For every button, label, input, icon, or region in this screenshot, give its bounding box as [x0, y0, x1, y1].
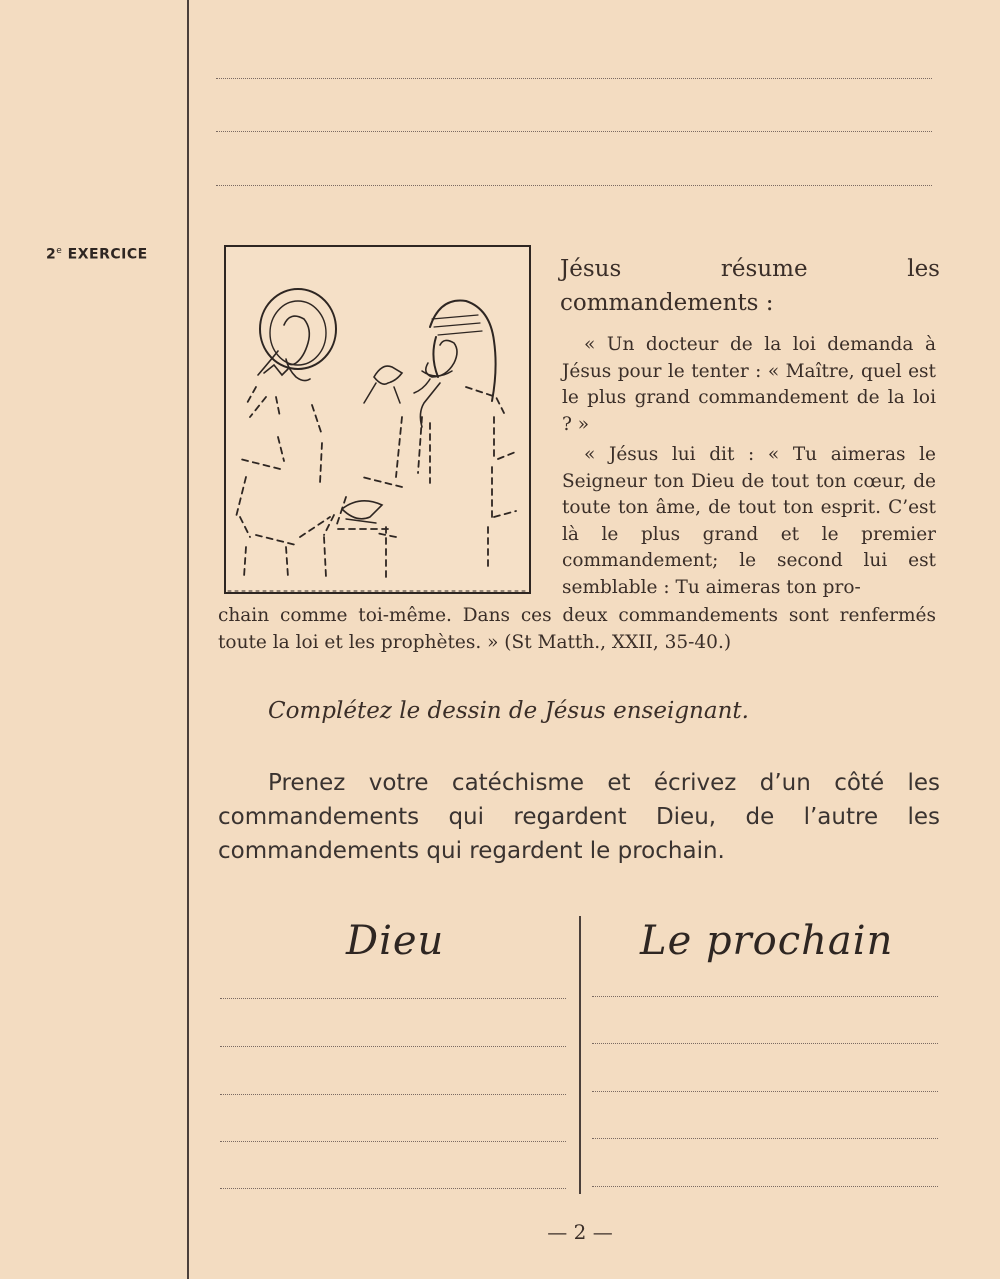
writing-line[interactable]	[216, 78, 932, 79]
writing-instruction: Prenez votre catéchisme et écrivez d’un côté les commandements qui regardent Dieu, de l’autre les commandements qui regardent le prochain.	[218, 770, 940, 864]
prochain-writing-line[interactable]	[592, 1186, 938, 1187]
writing-line[interactable]	[216, 185, 932, 186]
column-title-prochain: Le prochain	[640, 918, 894, 964]
prochain-writing-line[interactable]	[592, 1138, 938, 1139]
column-divider	[579, 916, 581, 1194]
exercise-word: EXERCICE	[67, 246, 148, 263]
dieu-writing-line[interactable]	[220, 1046, 566, 1047]
jesus-teaching-illustration-icon[interactable]	[226, 247, 529, 592]
writing-line[interactable]	[216, 131, 932, 132]
prochain-writing-line[interactable]	[592, 1091, 938, 1092]
prochain-writing-line[interactable]	[592, 1043, 938, 1044]
exercise-number: 2	[46, 246, 57, 263]
quote-continuation: chain comme toi-même. Dans ces deux commandements sont renfermés toute la loi et les prophètes. » (St Matth., XXII, 35-40.)	[218, 605, 936, 653]
exercise-label	[46, 246, 148, 263]
quote-paragraph-1: « Un docteur de la loi demanda à Jésus pour le tenter : « Maître, quel est le plus grand commandement de la loi ? »	[562, 334, 936, 435]
exercise-ordinal-suffix: e	[56, 246, 63, 256]
margin-line	[187, 0, 189, 1279]
page-number: — 2 —	[547, 1220, 613, 1244]
illustration-frame	[224, 245, 531, 594]
drawing-instruction: Complétez le dessin de Jésus enseignant.	[268, 698, 749, 724]
quote-paragraph-2: « Jésus lui dit : « Tu aimeras le Seigneur ton Dieu de tout ton cœur, de toute ton âme, de tout ton esprit. C’est là le plus grand et le premier commandement; le second lui est semblable : Tu aimeras ton pro-	[562, 444, 936, 598]
dieu-writing-line[interactable]	[220, 1141, 566, 1142]
column-title-dieu: Dieu	[346, 918, 445, 964]
section-heading: Jésus résume les commandements :	[560, 256, 940, 316]
prochain-writing-line[interactable]	[592, 996, 938, 997]
dieu-writing-line[interactable]	[220, 998, 566, 999]
dieu-writing-line[interactable]	[220, 1188, 566, 1189]
dieu-writing-line[interactable]	[220, 1094, 566, 1095]
